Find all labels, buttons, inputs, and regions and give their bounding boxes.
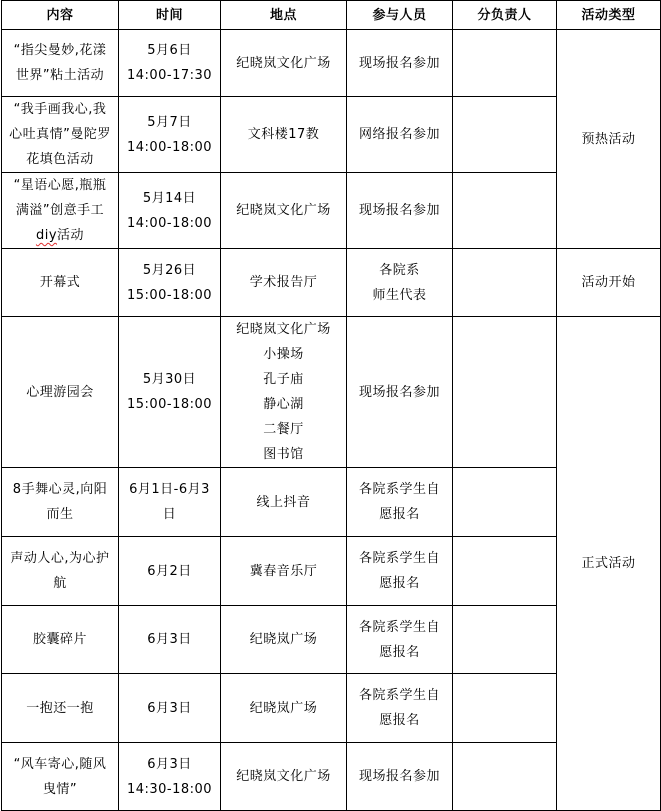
place-cell-line: 学术报告厅 <box>249 275 318 290</box>
place-cell-line: 纪晓岚文化广场 <box>236 203 331 218</box>
participants-cell <box>347 674 453 743</box>
participants-cell-line: 愿报名 <box>379 507 420 522</box>
table-row <box>2 30 661 97</box>
content-cell-line: 声动人心,为心护 <box>10 551 110 566</box>
table-row <box>2 317 661 468</box>
participants-cell-line: 愿报名 <box>379 644 420 660</box>
participants-cell <box>347 97 453 173</box>
time-cell <box>119 743 221 811</box>
place-cell-line: 纪晓岚文化广场 <box>236 769 331 784</box>
place-cell-line: 纪晓岚文化广场 <box>236 322 331 337</box>
owner-cell <box>453 30 557 97</box>
activity-type-cell: 正式活动 <box>557 317 661 811</box>
time-cell-line: 15:00-18:00 <box>126 397 213 412</box>
owner-cell <box>453 674 557 743</box>
time-cell <box>119 468 221 537</box>
place-cell-line: 纪晓岚文化广场 <box>236 55 331 71</box>
participants-cell-line: 网络报名参加 <box>358 127 440 142</box>
time-cell-line: 6月3日 <box>147 756 192 772</box>
content-cell-line: “星语心愿,瓶瓶 <box>13 178 107 193</box>
content-cell <box>2 537 119 606</box>
place-cell <box>221 173 347 249</box>
content-cell-line: “我手画我心,我 <box>13 102 107 117</box>
content-cell-line: 航 <box>53 576 67 591</box>
place-cell-line: 静心湖 <box>263 397 304 412</box>
content-cell-line: 一抱还一抱 <box>26 700 94 716</box>
content-cell-line: 心吐真情”曼陀罗 <box>9 127 111 142</box>
content-cell <box>2 674 119 743</box>
owner-cell <box>453 97 557 173</box>
content-cell-line: 世界”粘土活动 <box>15 68 105 83</box>
participants-cell-line: 现场报名参加 <box>358 55 440 71</box>
place-cell-line: 孔子庙 <box>263 372 304 387</box>
place-cell <box>221 537 347 606</box>
time-cell <box>119 537 221 606</box>
time-cell <box>119 173 221 249</box>
participants-cell <box>347 249 453 317</box>
participants-cell-line: 愿报名 <box>379 576 420 591</box>
content-cell <box>2 317 119 468</box>
place-cell <box>221 743 347 811</box>
owner-cell <box>453 468 557 537</box>
time-cell-line: 6月2日 <box>147 563 192 579</box>
participants-cell-line: 师生代表 <box>372 287 427 303</box>
time-cell <box>119 30 221 97</box>
content-cell-line: 满溢”创意手工 <box>15 203 105 218</box>
time-cell <box>119 674 221 743</box>
time-cell-line: 14:00-17:30 <box>126 68 213 83</box>
content-cell-line: 8手舞心灵,向阳 <box>12 482 108 497</box>
place-cell <box>221 317 347 468</box>
participants-cell-line: 现场报名参加 <box>358 203 440 218</box>
time-cell <box>119 317 221 468</box>
place-cell-line: 冀春音乐厅 <box>249 563 318 579</box>
content-cell-line: “风车寄心,随风 <box>13 756 107 772</box>
place-cell-line: 文科楼17教 <box>247 127 320 142</box>
owner-cell <box>453 249 557 317</box>
time-cell-line: 15:00-18:00 <box>126 287 213 303</box>
participants-cell-line: 各院系学生自 <box>358 482 440 497</box>
place-cell <box>221 606 347 674</box>
place-cell-line: 纪晓岚广场 <box>249 700 318 716</box>
content-cell <box>2 97 119 173</box>
place-cell-line: 小操场 <box>263 347 304 362</box>
participants-cell <box>347 173 453 249</box>
header-content: 内容 <box>2 1 119 30</box>
content-cell <box>2 743 119 811</box>
participants-cell <box>347 606 453 674</box>
content-cell-line: “指尖曼妙,花漾 <box>13 43 107 58</box>
place-cell <box>221 674 347 743</box>
place-cell <box>221 468 347 537</box>
time-cell-line: 6月1日-6月3 <box>129 482 210 497</box>
place-cell <box>221 30 347 97</box>
header-activity-type: 活动类型 <box>557 1 661 30</box>
activity-schedule-table <box>1 0 661 811</box>
header-owner: 分负责人 <box>453 1 557 30</box>
header-row <box>2 1 661 30</box>
time-cell-line: 5月6日 <box>147 43 192 58</box>
activity-type-cell: 活动开始 <box>557 249 661 317</box>
participants-cell <box>347 30 453 97</box>
content-cell-line: diy活动 <box>35 228 85 243</box>
content-cell-line: 花填色活动 <box>26 152 94 167</box>
activity-type-cell: 预热活动 <box>557 30 661 249</box>
owner-cell <box>453 743 557 811</box>
content-cell <box>2 249 119 317</box>
content-cell <box>2 30 119 97</box>
content-cell-line: 胶囊碎片 <box>32 632 87 647</box>
owner-cell <box>453 606 557 674</box>
place-cell <box>221 249 347 317</box>
time-cell-line: 14:00-18:00 <box>126 139 213 155</box>
time-cell-line: 5月14日 <box>142 190 197 206</box>
time-cell <box>119 97 221 173</box>
time-cell-line: 14:30-18:00 <box>126 781 213 797</box>
content-cell-line: 心理游园会 <box>26 384 94 400</box>
participants-cell-line: 愿报名 <box>379 713 420 728</box>
time-cell-line: 5月26日 <box>142 262 197 278</box>
participants-cell-line: 各院系学生自 <box>358 688 440 703</box>
participants-cell-line: 现场报名参加 <box>358 769 440 784</box>
participants-cell <box>347 537 453 606</box>
time-cell-line: 日 <box>162 507 177 522</box>
content-cell <box>2 173 119 249</box>
place-cell <box>221 97 347 173</box>
place-cell-line: 纪晓岚广场 <box>249 632 318 647</box>
owner-cell <box>453 173 557 249</box>
place-cell-line: 线上抖音 <box>256 494 311 510</box>
time-cell <box>119 249 221 317</box>
content-cell-line: 开幕式 <box>39 275 81 290</box>
content-cell <box>2 468 119 537</box>
time-cell-line: 5月30日 <box>142 372 197 387</box>
time-cell <box>119 606 221 674</box>
spellcheck-underlined-text: diy <box>35 228 58 243</box>
time-cell-line: 6月3日 <box>147 632 192 647</box>
participants-cell-line: 各院系学生自 <box>358 619 440 635</box>
participants-cell <box>347 317 453 468</box>
participants-cell <box>347 743 453 811</box>
participants-cell <box>347 468 453 537</box>
participants-cell-line: 各院系学生自 <box>358 551 440 566</box>
participants-cell-line: 现场报名参加 <box>358 384 440 400</box>
time-cell-line: 5月7日 <box>147 114 192 130</box>
participants-cell-line: 各院系 <box>379 262 420 278</box>
content-cell <box>2 606 119 674</box>
time-cell-line: 6月3日 <box>147 700 192 716</box>
content-cell-line: 曳情” <box>42 781 78 797</box>
owner-cell <box>453 317 557 468</box>
time-cell-line: 14:00-18:00 <box>126 215 213 231</box>
place-cell-line: 二餐厅 <box>263 422 304 437</box>
header-place: 地点 <box>221 1 347 30</box>
place-cell-line: 图书馆 <box>263 447 304 462</box>
content-cell-line: 而生 <box>46 507 74 522</box>
header-participants: 参与人员 <box>347 1 453 30</box>
table-row <box>2 249 661 317</box>
header-time: 时间 <box>119 1 221 30</box>
owner-cell <box>453 537 557 606</box>
